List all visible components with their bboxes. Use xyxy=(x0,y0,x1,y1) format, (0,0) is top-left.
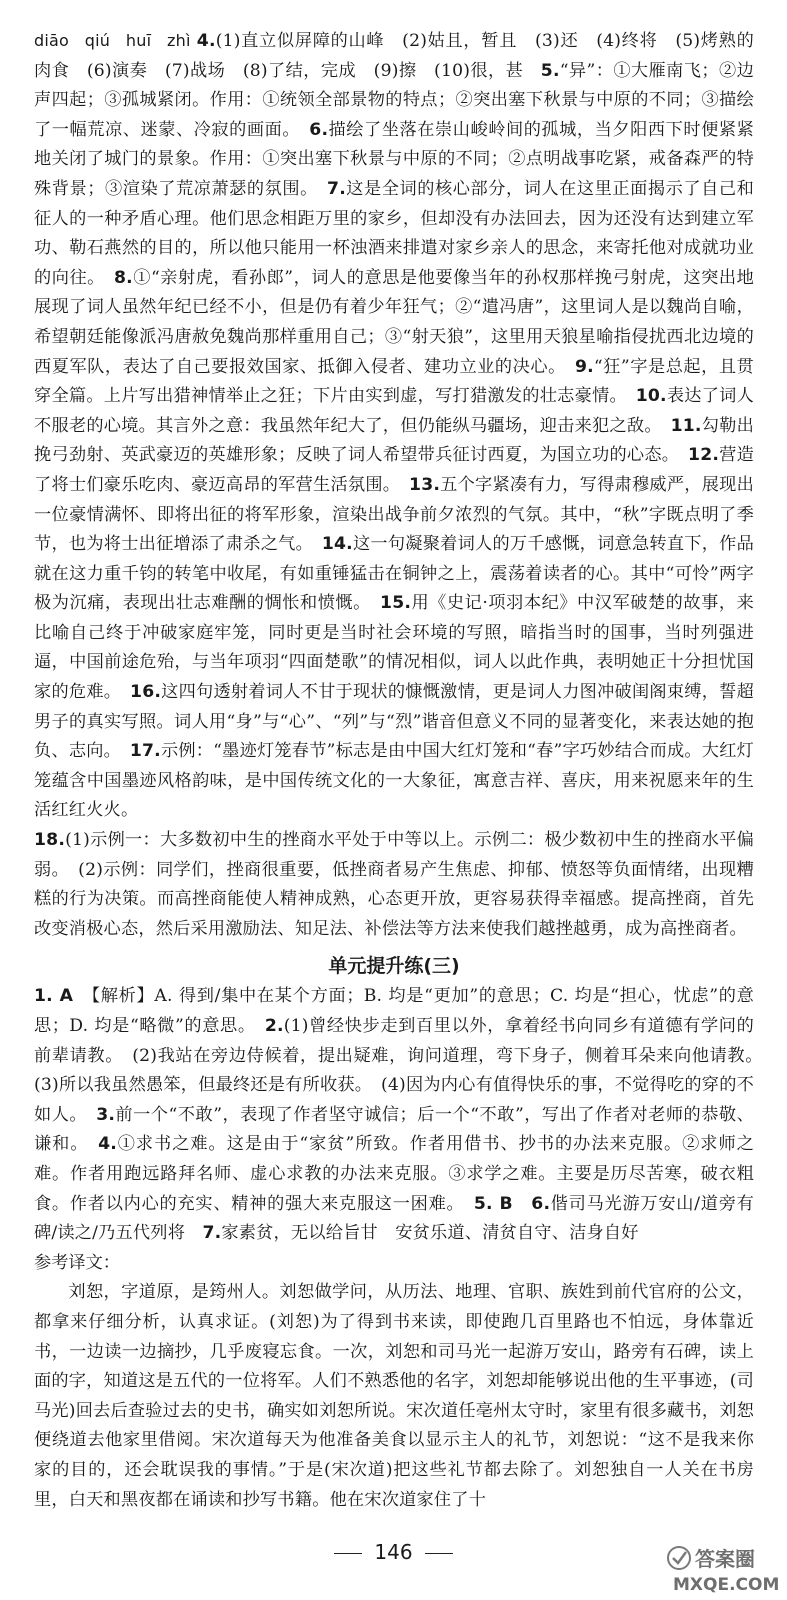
item-text: 这是全词的核心部分，词人在这里正面揭示了自己和征人的一种矛盾心理。他们思念相距万里的家乡，但却没有办法回去，因为还没有达到建立军功、勒石燕然的目的，所以他只能用一杯浊酒来排遣对家乡亲人的思念，来寄托他对成就功业的向往。 xyxy=(34,178,754,288)
pinyin-line: diāo qiú huī zhì xyxy=(34,31,191,50)
item-number: 6. xyxy=(309,119,329,140)
watermark-logo xyxy=(663,1538,781,1596)
item-text: 勾勒出挽弓劲射、英武豪迈的英雄形象；反映了词人希望带兵征讨西夏，为国立功的心态。 xyxy=(34,415,754,466)
item-number: 7. xyxy=(327,178,346,199)
answer-item-18 xyxy=(34,826,754,944)
item-text: 用《史记·项羽本纪》中汉军破楚的故事，来比喻自己终于冲破家庭牢笼，同时更是当时社会环境的写照，暗指当时的国事，当时列强进逼，中国前途危殆，与当年项羽“四面楚歌”的情况相似，词人以此作典，表明她正十分担忧国家的危难。 xyxy=(34,593,754,703)
item-number: 9. xyxy=(574,356,594,377)
answers-part-1 xyxy=(34,26,754,826)
item-number: 11. xyxy=(670,415,702,436)
page-number: 146 xyxy=(374,1540,413,1564)
section-title: 单元提升练(三) xyxy=(328,955,460,978)
item-number: 4. xyxy=(98,1134,117,1155)
item-text: ①求书之难。这是由于“家贫”所致。作者用借书、抄书的办法来克服。②求师之难。作者用跑远路拜名师、虚心求教的办法来克服。③求学之难。主要是历尽苦寒，破衣粗食。作者以内心的充实、精神的强大来克服这一困难。 xyxy=(34,1134,755,1214)
item-number: 18. xyxy=(34,830,66,851)
item-number: 1. A xyxy=(34,986,74,1007)
item-number: 13. xyxy=(409,474,441,495)
item-text: ①“亲射虎，看孙郎”，词人的意思是他要像当年的孙权那样挽弓射虎，这突出地展现了词人虽然年纪已经不小，但是仍有着少年狂气；②“遣冯唐”，这里词人是以魏尚自喻，希望朝廷能像派冯唐赦免魏尚那样重用自己；③“射天狼”，这里用天狼星喻指侵扰西北边境的西夏军队，表达了自己要报效国家、抵御入侵者、建功立业的决心。 xyxy=(34,267,754,377)
item-number: 3. xyxy=(96,1104,116,1125)
item-text: (1)示例一：大多数初中生的挫商水平处于中等以上。示例二：极少数初中生的挫商水平偏弱。 (2)示例：同学们，挫商很重要，低挫商者易产生焦虑、抑郁、愤怒等负面情绪，出现糟糕的行为决策。而高挫商能使人精神成熟，心态更开放，更容易获得幸福感。提高挫商，首先改变消极心态，然后采用激励法、知足法、补偿法等方法来使我们越挫越勇，成为高挫商者。 xyxy=(34,830,754,939)
item-text: 示例：“墨迹灯笼春节”标志是由中国大红灯笼和“春”字巧妙结合而成。大红灯笼蕴含中国墨迹风格韵味，是中国传统文化的一大象征，寓意吉祥、喜庆，用来祝愿来年的生活红红火火。 xyxy=(34,741,754,821)
item-text: 家素贫，无以给旨甘 安贫乐道、清贫自守、洁身自好 xyxy=(221,1223,639,1244)
item-text: 偕司马光游万安山/道旁有碑/读之/乃五代列将 xyxy=(34,1193,755,1244)
item-number: 15. xyxy=(380,593,412,614)
item-number: 6. xyxy=(531,1193,551,1214)
item-text: 营造了将士们豪乐吃肉、豪迈高昂的军营生活氛围。 xyxy=(34,445,754,495)
item-text: (1)直立似屏障的山峰 (2)姑且，暂且 (3)还 (4)终将 (5)烤熟的肉食 (6)演奏 (7)战场 (8)了结，完成 (9)擦 (10)很，甚 xyxy=(34,31,754,81)
item-number: 12. xyxy=(688,445,720,466)
watermark-text-cn: 答案圈 xyxy=(695,1547,755,1571)
item-number: 2. xyxy=(264,1016,284,1036)
answer-page xyxy=(34,26,772,1515)
item-text: “狂”字是总起，且贯穿全篇。上片写出猎神情举止之狂；下片由实到虚，写打猎激发的壮志豪情。 xyxy=(34,356,754,407)
item-number: 17. xyxy=(129,741,161,762)
item-text: 表达了词人不服老的心境。其言外之意：我虽然年纪大了，但仍能纵马疆场，迎击来犯之敌。 xyxy=(34,386,754,436)
watermark-text-url: MXQE.COM xyxy=(673,1575,780,1595)
item-number: 5. B xyxy=(473,1193,513,1214)
reference-label: 参考译文： xyxy=(34,1252,120,1273)
item-text: 【解析】A. 得到/集中在某个方面；B. 均是“更加”的意思；C. 均是“担心，忧虑”的意思；D. 均是“略微”的意思。 xyxy=(34,986,754,1036)
item-text: 五个字紧凑有力，写得肃穆威严，展现出一位豪情满怀、即将出征的将军形象，渲染出战争前夕浓烈的气氛。其中，“秋”字既点明了季节，也为将士出征增添了肃杀之气。 xyxy=(34,474,754,555)
footer-dash-left xyxy=(334,1553,362,1554)
item-number: 7. xyxy=(202,1223,222,1244)
item-number: 8. xyxy=(114,267,133,288)
item-text: (1)曾经快步走到百里以外，拿着经书向同乡有道德有学问的前辈请教。 (2)我站在旁边侍候着，提出疑难，询问道理，弯下身子，侧着耳朵来向他请教。 (3)所以我虽然愚笨，但最终还是有所收获。 (4)因为内心有值得快乐的事，不觉得吃的穿的不如人。 xyxy=(34,1016,772,1125)
item-number: 4. xyxy=(196,31,216,51)
translation-text: 刘恕，字道原，是筠州人。刘恕做学问，从历法、地理、官职、族姓到前代官府的公文，都拿来仔细分析，认真求证。(刘恕)为了得到书来读，即使跑几百里路也不怕远，身体靠近书，一边读一边摘抄，几乎废寝忘食。一次，刘恕和司马光一起游万安山，路旁有石碑，读上面的字，知道这是五代的一位将军。人们不熟悉他的名字，刘恕却能够说出他的生平事迹，(司马光)回去后查验过去的史书，确实如刘恕所说。宋次道任亳州太守时，家里有很多藏书，刘恕便绕道去他家里借阅。宋次道每天为他准备美食以显示主人的礼节，刘恕说：“这不是我来你家的目的，还会耽误我的事情。”于是(宋次道)把这些礼节都去除了。刘恕独自一人关在书房里，白天和黑夜都在诵读和抄写书籍。他在宋次道家住了十 xyxy=(34,1282,754,1510)
item-text: 描绘了坐落在崇山峻岭间的孤城，当夕阳西下时便紧紧地关闭了城门的景象。作用：①突出塞下秋景与中原的不同；②点明战事吃紧，戒备森严的特殊背景；③渲染了荒凉萧瑟的氛围。 xyxy=(34,119,754,199)
item-text xyxy=(513,1194,532,1214)
item-number: 14. xyxy=(321,534,353,555)
item-text: 这一句凝聚着词人的万千感慨，词意急转直下，作品就在这力重千钧的转笔中收尾，有如重锤猛击在铜钟之上，震荡着读者的心。其中“可怜”两字极为沉痛，表现出壮志难酬的惆怅和愤慨。 xyxy=(34,534,754,614)
item-number: 16. xyxy=(130,682,162,703)
answers-part-2 xyxy=(34,982,772,1248)
item-text: 这四句透射着词人不甘于现状的慷慨激情，更是词人力图冲破闺阁束缚，誓超男子的真实写照。词人用“身”与“心”、“列”与“烈”谐音但意义不同的显著变化，来表达她的抱负、志向。 xyxy=(34,682,754,762)
item-text: “异”：①大雁南飞；②边声四起；③孤城紧闭。作用：①统领全部景物的特点；②突出塞下秋景与中原的不同；③描绘了一幅荒凉、迷蒙、冷寂的画面。 xyxy=(34,60,754,140)
item-number: 10. xyxy=(635,386,667,407)
item-text: 前一个“不敢”，表现了作者坚守诚信；后一个“不敢”，写出了作者对老师的恭敬、谦和。 xyxy=(34,1104,754,1155)
item-number: 5. xyxy=(540,60,560,81)
footer-dash-right xyxy=(425,1553,453,1554)
